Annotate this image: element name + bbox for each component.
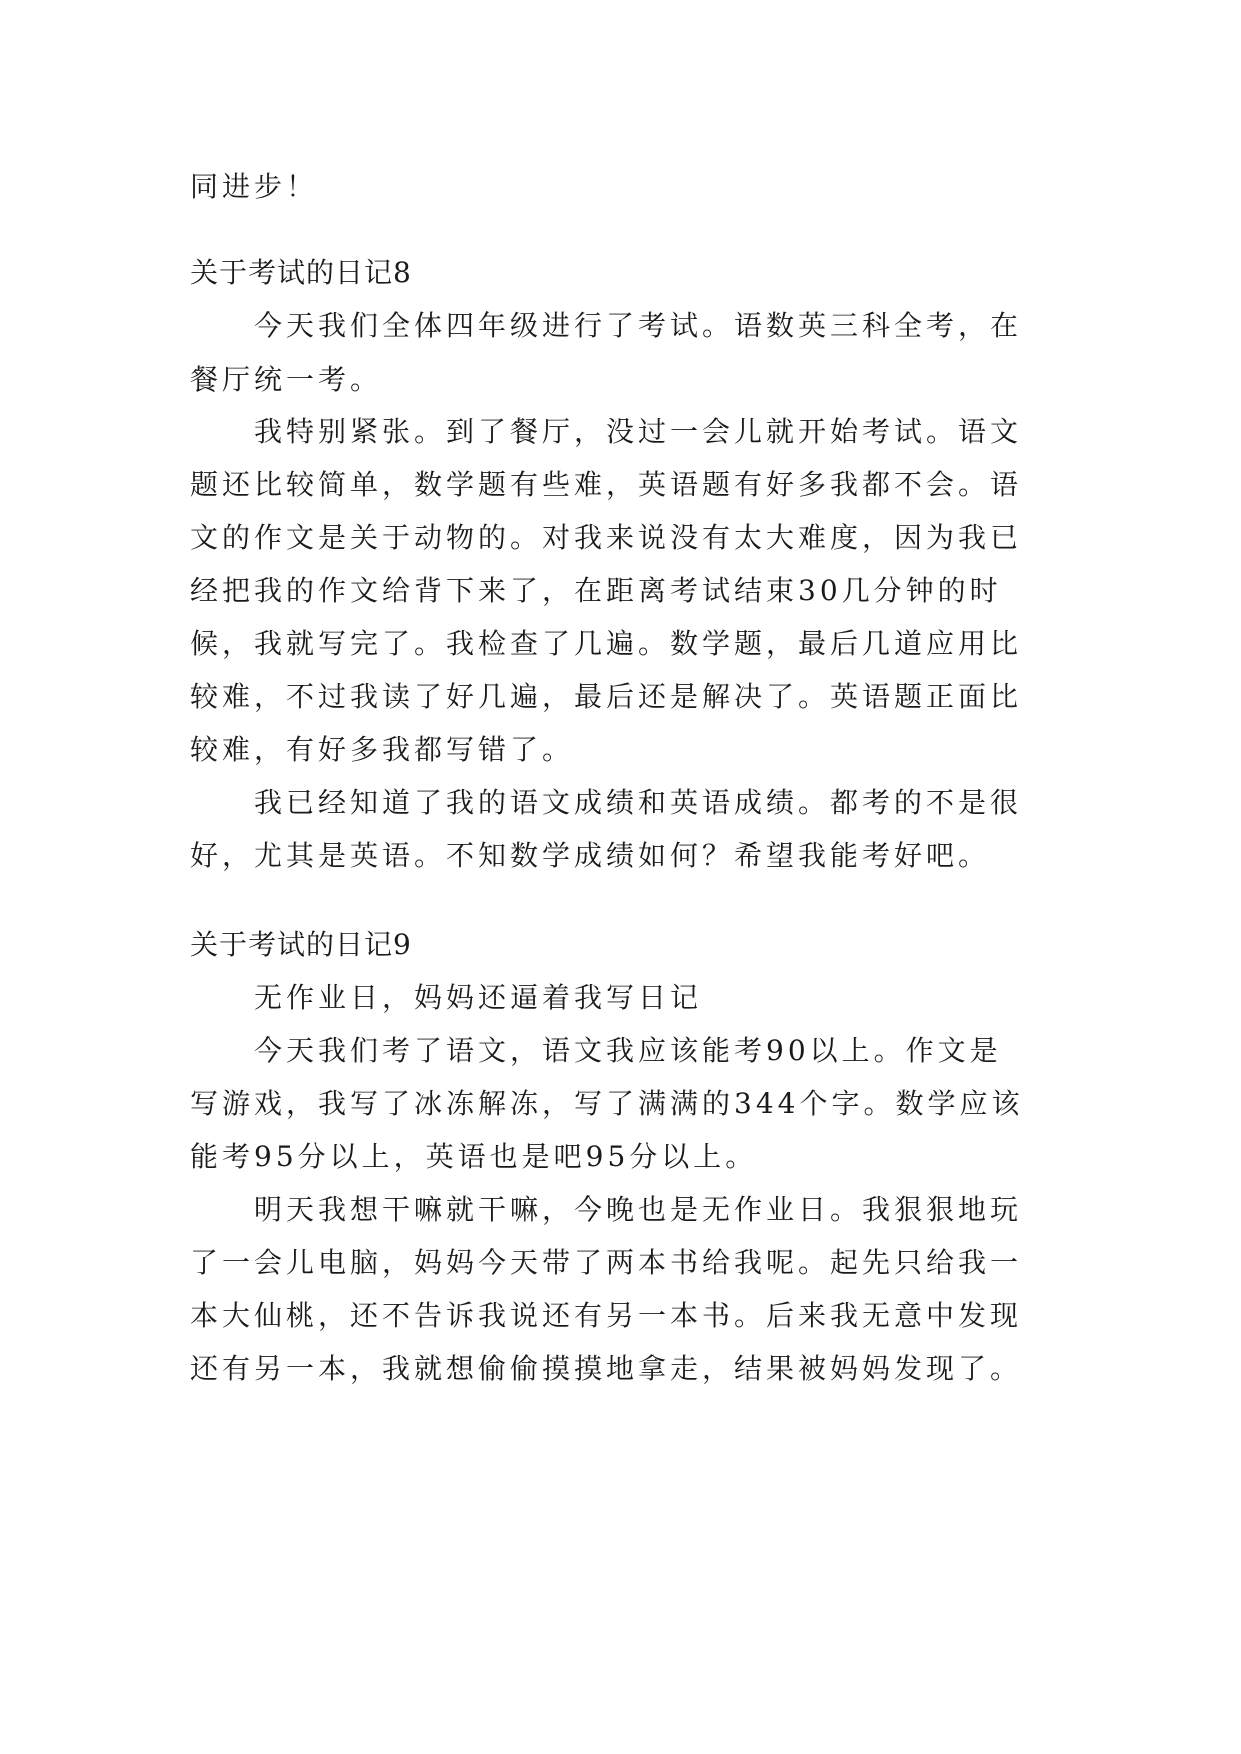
section-9-paragraph-3-line-1: 明天我想干嘛就干嘛，今晚也是无作业日。我狠狠地玩 (254, 1193, 1023, 1226)
section-8-paragraph-2-line-1: 我特别紧张。到了餐厅，没过一会儿就开始考试。语文 (254, 415, 1023, 448)
section-9-paragraph-2-line-2: 写游戏，我写了冰冻解冻，写了满满的344个字。数学应该 (190, 1087, 1024, 1120)
section-9-paragraph-3-line-4: 还有另一本，我就想偷偷摸摸地拿走，结果被妈妈发现了。 (190, 1352, 1023, 1385)
section-9-paragraph-2-line-3: 能考95分以上，英语也是吧95分以上。 (190, 1140, 758, 1173)
continuation-line: 同进步！ (190, 170, 319, 203)
section-8-paragraph-1-line-2: 餐厅统一考。 (190, 363, 383, 396)
section-8-paragraph-3-line-2: 好，尤其是英语。不知数学成绩如何？希望我能考好吧。 (190, 839, 991, 872)
section-9-paragraph-2-line-1: 今天我们考了语文，语文我应该能考90以上。作文是 (254, 1034, 1002, 1067)
section-8-paragraph-2-line-2: 题还比较简单，数学题有些难，英语题有好多我都不会。语 (190, 468, 1023, 501)
section-8-heading: 关于考试的日记8 (190, 256, 412, 289)
section-8-paragraph-2-line-5: 候，我就写完了。我检查了几遍。数学题，最后几道应用比 (190, 627, 1023, 660)
section-8-paragraph-2-line-3: 文的作文是关于动物的。对我来说没有太大难度，因为我已 (190, 521, 1023, 554)
section-8-paragraph-2-line-7: 较难，有好多我都写错了。 (190, 733, 575, 766)
section-8-paragraph-2-line-4: 经把我的作文给背下来了，在距离考试结束30几分钟的时 (190, 574, 1002, 607)
section-8-paragraph-1-line-1: 今天我们全体四年级进行了考试。语数英三科全考，在 (254, 309, 1023, 342)
section-8-paragraph-3-line-1: 我已经知道了我的语文成绩和英语成绩。都考的不是很 (254, 786, 1023, 819)
section-9-heading: 关于考试的日记9 (190, 928, 412, 961)
section-8-paragraph-2-line-6: 较难，不过我读了好几遍，最后还是解决了。英语题正面比 (190, 680, 1023, 713)
section-9-paragraph-1-line-1: 无作业日，妈妈还逼着我写日记 (254, 981, 703, 1014)
section-9-paragraph-3-line-3: 本大仙桃，还不告诉我说还有另一本书。后来我无意中发现 (190, 1299, 1023, 1332)
section-9-paragraph-3-line-2: 了一会儿电脑，妈妈今天带了两本书给我呢。起先只给我一 (190, 1246, 1023, 1279)
